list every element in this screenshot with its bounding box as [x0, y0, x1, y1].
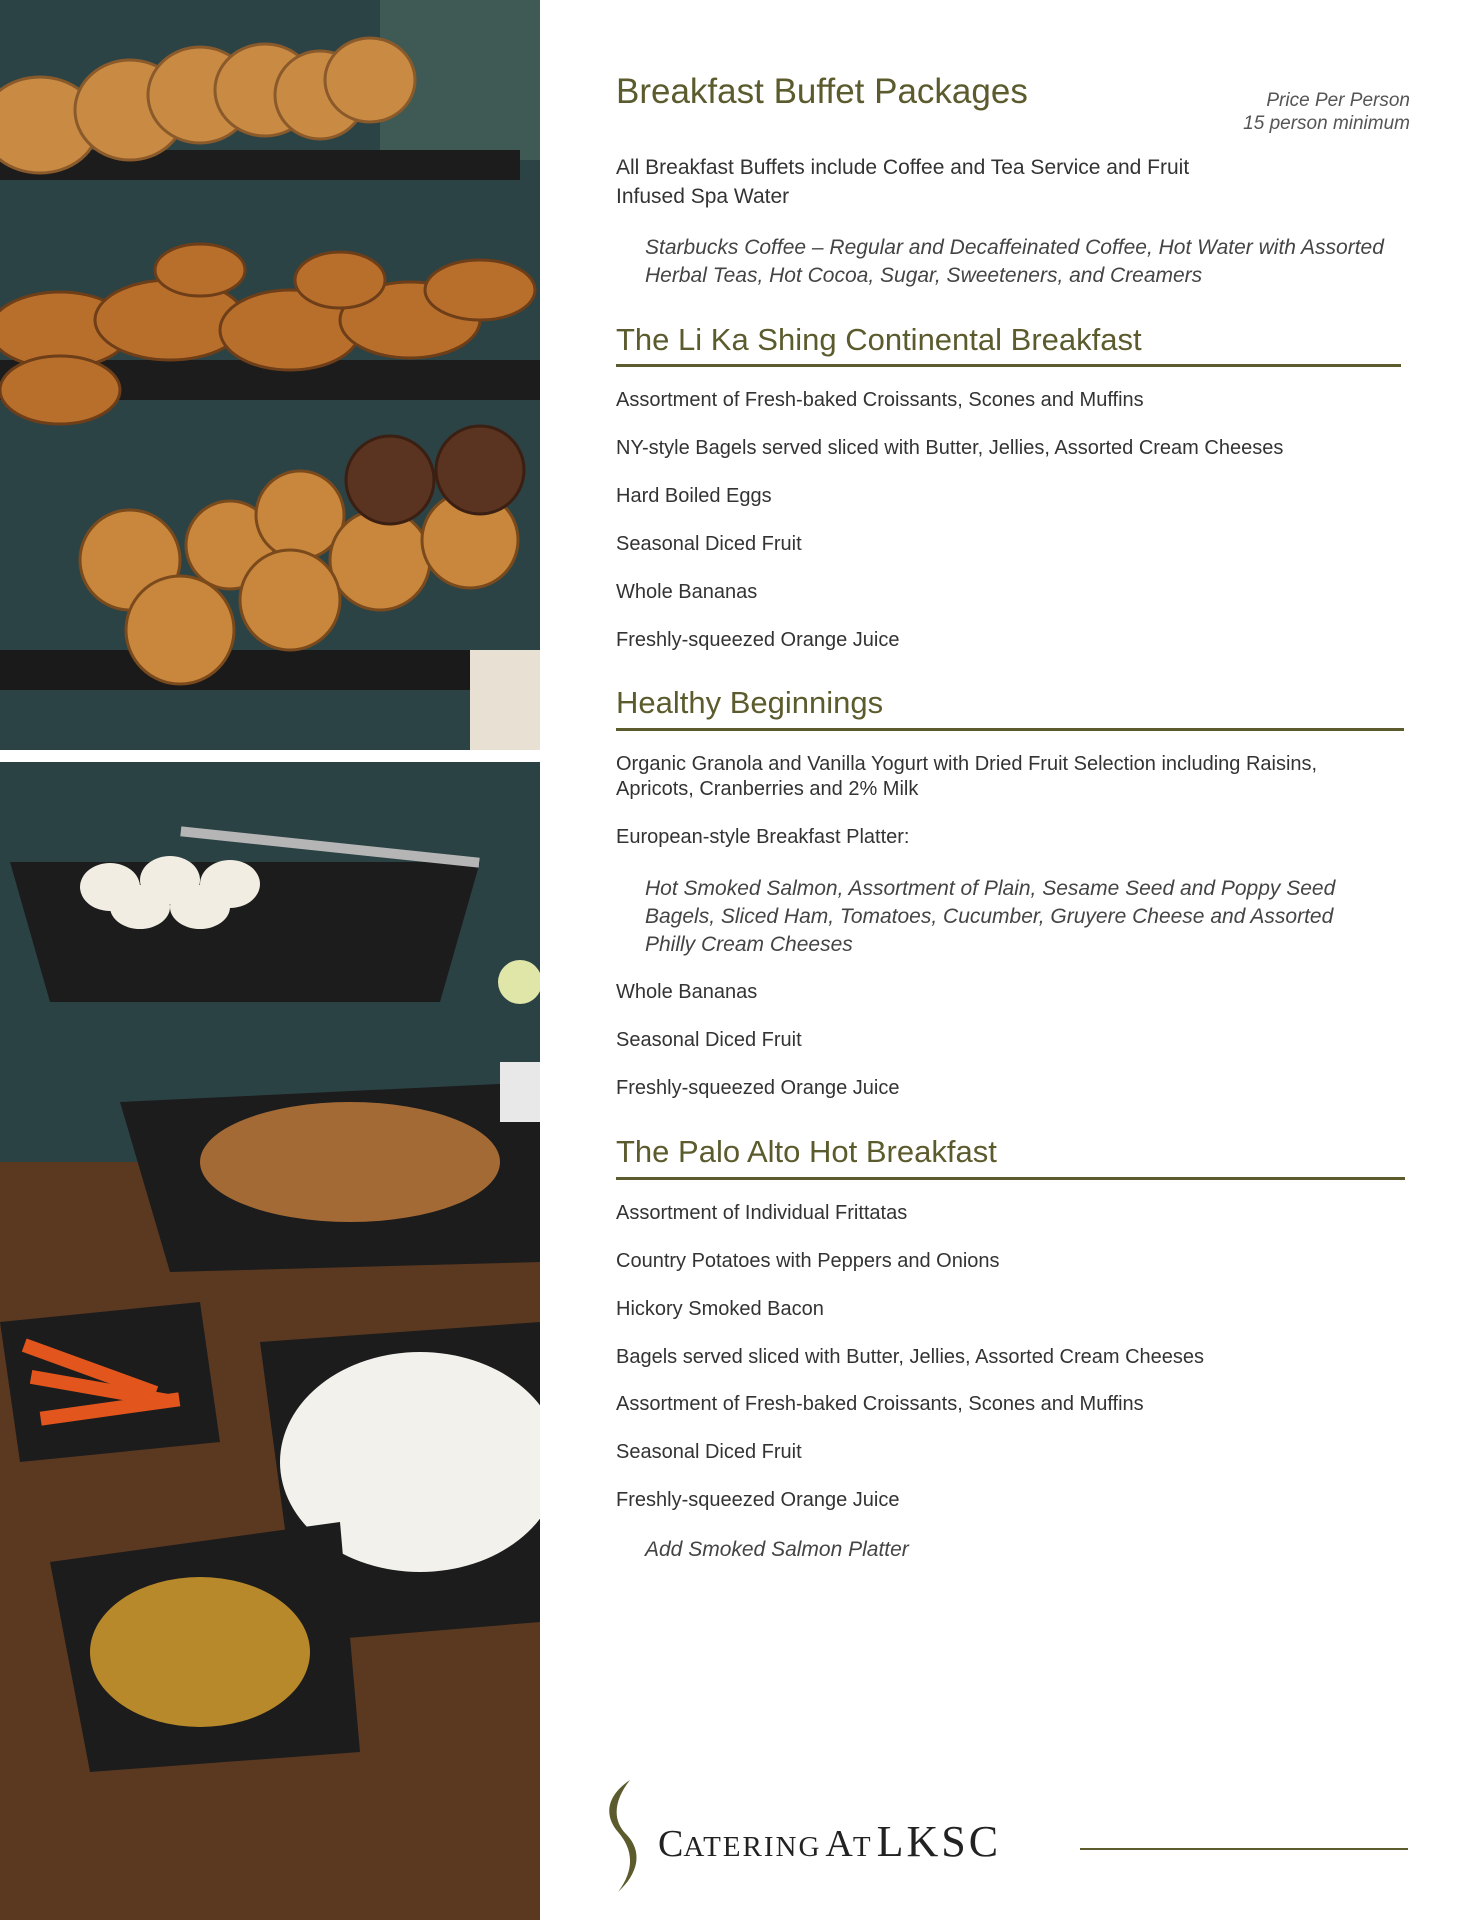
coffee-service-text: Starbucks Coffee – Regular and Decaffeinated Coffee, Hot Water with Assorted Herbal Teas, Hot Cocoa, Sugar, Sweeteners, and Creamers [645, 236, 1384, 287]
list-item: Freshly-squeezed Orange Juice [616, 1489, 900, 1511]
pastry-buffet-photo [0, 0, 540, 750]
list-item: Hickory Smoked Bacon [616, 1298, 824, 1320]
hot-title: The Palo Alto Hot Breakfast [616, 1134, 997, 1169]
addon-item: Add Smoked Salmon Platter [645, 1538, 909, 1561]
list-item: Seasonal Diced Fruit [616, 1029, 802, 1051]
healthy-divider [616, 728, 1404, 731]
list-item: Country Potatoes with Peppers and Onions [616, 1250, 1000, 1272]
list-item: Hard Boiled Eggs [616, 485, 772, 507]
list-item: Seasonal Diced Fruit [616, 533, 802, 555]
page-title: Breakfast Buffet Packages [616, 72, 1028, 111]
hot-divider [616, 1177, 1405, 1180]
list-item: European-style Breakfast Platter: [616, 826, 910, 848]
logo-rule [1080, 1848, 1408, 1850]
price-note [1243, 89, 1410, 135]
list-item: Assortment of Fresh-baked Croissants, Scones and Muffins [616, 389, 1144, 411]
list-item: Bagels served sliced with Butter, Jellies, Assorted Cream Cheeses [616, 1346, 1205, 1368]
list-item: NY-style Bagels served sliced with Butter, Jellies, Assorted Cream Cheeses [616, 437, 1284, 459]
list-item: Seasonal Diced Fruit [616, 1441, 802, 1463]
list-item: Freshly-squeezed Orange Juice [616, 1077, 900, 1099]
platter-description: Hot Smoked Salmon, Assortment of Plain, Sesame Seed and Poppy Seed Bagels, Sliced Ham, Tomatoes, Cucumber, Gruyere Cheese and Assorted Philly Cream Cheeses [645, 877, 1336, 956]
list-item: Whole Bananas [616, 981, 758, 1003]
continental-title: The Li Ka Shing Continental Breakfast [616, 322, 1142, 357]
list-item: Organic Granola and Vanilla Yogurt with Dried Fruit Selection including Raisins, Apricots, Cranberries and 2% Milk [616, 753, 1318, 800]
swirl-logo-icon [596, 1776, 656, 1896]
price-per-person: Price Per Person [1266, 90, 1410, 111]
minimum-note: 15 person minimum [1243, 113, 1410, 134]
continental-divider [616, 364, 1401, 367]
list-item: Assortment of Individual Frittatas [616, 1202, 908, 1224]
list-item: Freshly-squeezed Orange Juice [616, 629, 900, 651]
intro-text: All Breakfast Buffets include Coffee and Tea Service and Fruit Infused Spa Water [616, 156, 1190, 208]
hot-buffet-photo [0, 762, 540, 1920]
list-item: Assortment of Fresh-baked Croissants, Scones and Muffins [616, 1393, 1144, 1415]
logo-wordmark: CATERING AT LKSC [658, 1817, 1002, 1866]
catering-logo [596, 1776, 1428, 1896]
healthy-title: Healthy Beginnings [616, 685, 884, 720]
list-item: Whole Bananas [616, 581, 758, 603]
